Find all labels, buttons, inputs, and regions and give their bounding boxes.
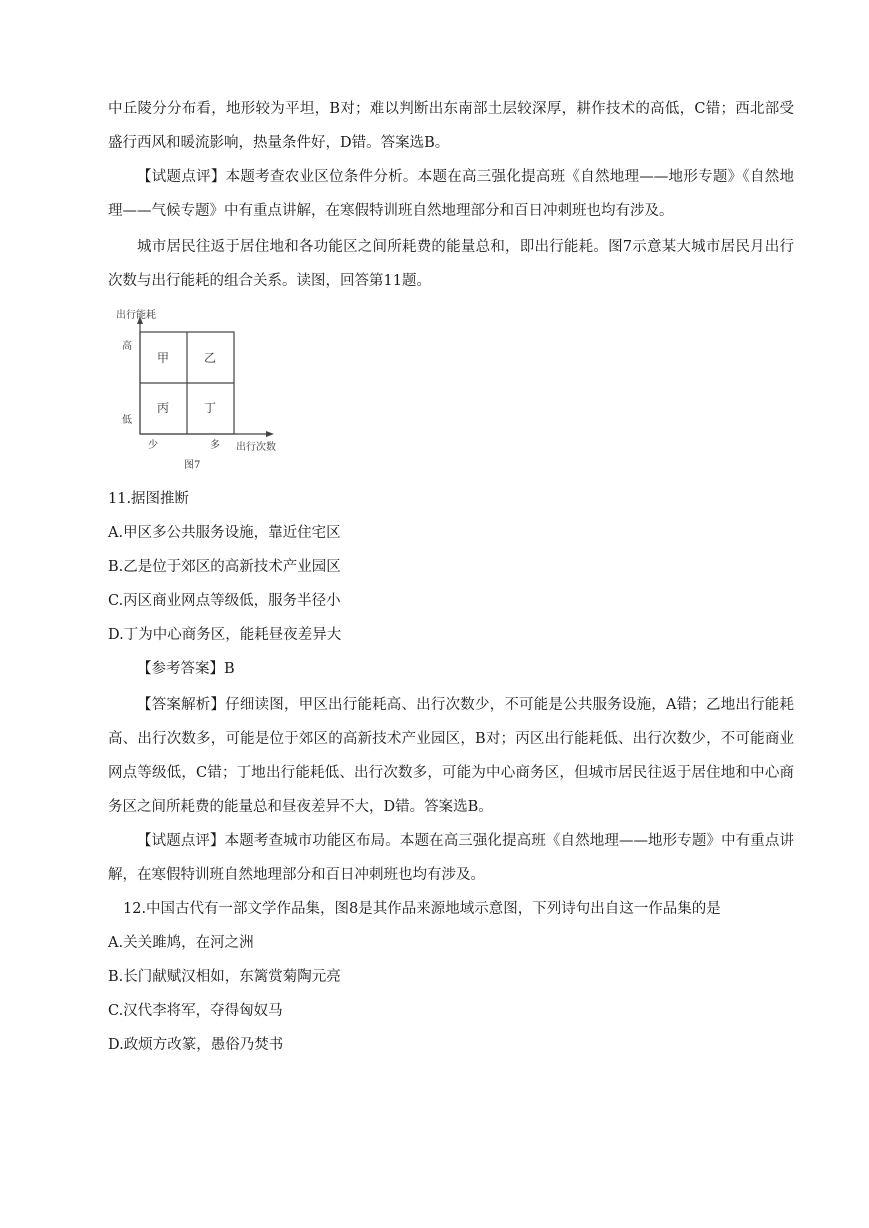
x-few-label: 少 (148, 440, 158, 451)
y-high-label: 高 (122, 341, 132, 352)
cell-ding: 丁 (204, 401, 217, 415)
paragraph-q10-review: 【试题点评】本题考查农业区位条件分析。本题在高三强化提高班《自然地理——地形专题》《自然地理——气候专题》中有重点讲解，在寒假特训班自然地理部分和百日冲刺班也均有涉及。 (108, 169, 794, 219)
figure-7-quadrant-diagram (108, 302, 298, 477)
x-axis-label: 出行次数 (236, 442, 276, 453)
analysis-q11: 【答案解析】仔细读图，甲区出行能耗高、出行次数少，不可能是公共服务设施，A错；乙地出行能耗高、出行次数多，可能是位于郊区的高新技术产业园区，B对；丙区出行能耗低、出行次数少，不可能商业网点等级低，C错；丁地出行能耗低、出行次数多，可能为中心商务区，但城市居民往返于居住地和中心商务区之间所耗费的能量总和昼夜差异不大，D错。答案选B。 (108, 697, 794, 815)
cell-yi: 乙 (204, 351, 217, 365)
question-12-option-d: D.政烦方改篆，愚俗乃焚书 (108, 1037, 284, 1053)
question-11-option-a: A.甲区多公共服务设施，靠近住宅区 (108, 525, 341, 541)
paragraph-q10-analysis-end: 中丘陵分分布看，地形较为平坦，B对；难以判断出东南部土层较深厚，耕作技术的高低，C错；西北部受盛行西风和暖流影响，热量条件好，D错。答案选B。 (108, 101, 794, 151)
answer-q11: 【参考答案】B (137, 661, 235, 677)
cell-bing: 丙 (157, 401, 170, 415)
question-11-stem: 11.据图推断 (108, 491, 190, 507)
review-q11: 【试题点评】本题考查城市功能区布局。本题在高三强化提高班《自然地理——地形专题》中有重点讲解，在寒假特训班自然地理部分和百日冲刺班也均有涉及。 (108, 833, 794, 883)
paragraph-q11-stem-intro: 城市居民往返于居住地和各功能区之间所耗费的能量总和，即出行能耗。图7示意某大城市居民月出行次数与出行能耗的组合关系。读图，回答第11题。 (108, 239, 794, 289)
question-12-option-b: B.长门献赋汉相如，东篱赏菊陶元亮 (108, 969, 341, 985)
question-12-stem: 12.中国古代有一部文学作品集，图8是其作品来源地域示意图，下列诗句出自这一作品集的是 (123, 901, 721, 917)
question-12-option-c: C.汉代李将军，夺得匈奴马 (108, 1003, 283, 1019)
figure-caption: 图7 (184, 460, 201, 471)
question-11-option-c: C.丙区商业网点等级低，服务半径小 (108, 593, 341, 609)
y-axis-label: 出行能耗 (116, 310, 156, 321)
y-low-label: 低 (122, 415, 132, 426)
x-many-label: 多 (210, 440, 220, 451)
cell-jia: 甲 (157, 351, 170, 365)
question-12-option-a: A.关关雎鸠，在河之洲 (108, 935, 254, 951)
question-11-option-b: B.乙是位于郊区的高新技术产业园区 (108, 559, 341, 575)
question-11-option-d: D.丁为中心商务区，能耗昼夜差异大 (108, 627, 342, 643)
